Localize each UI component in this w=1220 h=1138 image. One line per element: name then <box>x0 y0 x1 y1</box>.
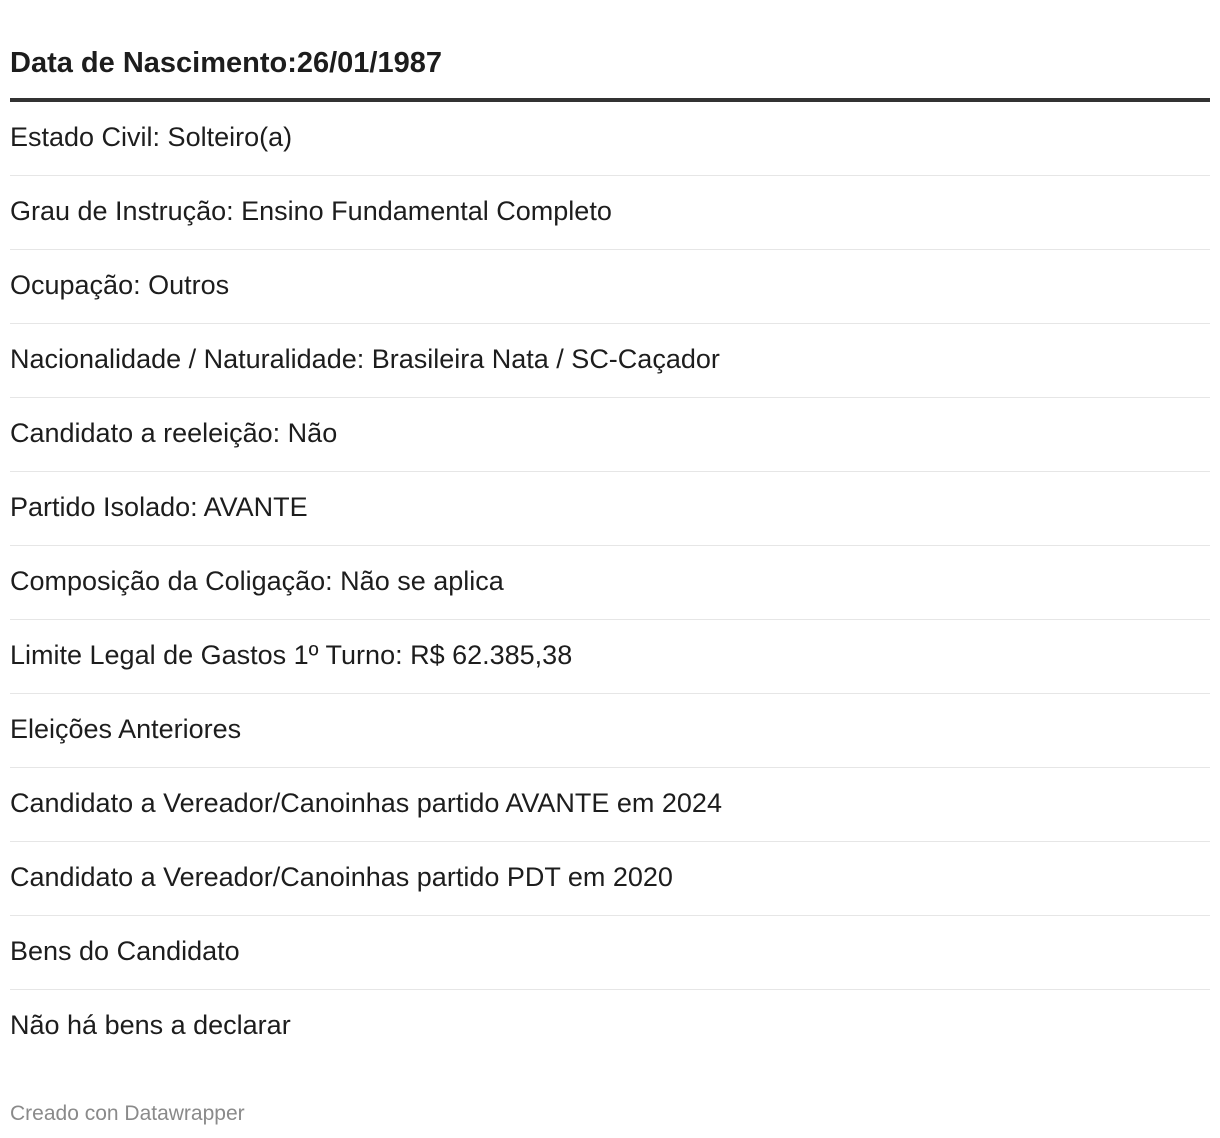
table-cell: Candidato a Vereador/Canoinhas partido PDT em 2020 <box>10 862 673 892</box>
table-row <box>10 620 1210 694</box>
table-body <box>10 102 1210 1063</box>
table-row <box>10 546 1210 620</box>
table-cell: Partido Isolado: AVANTE <box>10 492 308 522</box>
table-header <box>10 0 1210 102</box>
table-row <box>10 324 1210 398</box>
table-row <box>10 990 1210 1063</box>
data-table <box>10 0 1210 1063</box>
table-row <box>10 842 1210 916</box>
datawrapper-credit[interactable]: Creado con Datawrapper <box>10 1102 245 1125</box>
table-cell: Ocupação: Outros <box>10 270 230 300</box>
table-cell: Grau de Instrução: Ensino Fundamental Completo <box>10 196 612 226</box>
table-row <box>10 176 1210 250</box>
table-row <box>10 768 1210 842</box>
table-cell: Candidato a reeleição: Não <box>10 418 338 448</box>
table-cell: Composição da Coligação: Não se aplica <box>10 566 504 596</box>
table-row <box>10 250 1210 324</box>
table-cell: Candidato a Vereador/Canoinhas partido AVANTE em 2024 <box>10 788 722 818</box>
table-cell: Não há bens a declarar <box>10 1010 291 1040</box>
table-row <box>10 472 1210 546</box>
table-cell: Estado Civil: Solteiro(a) <box>10 122 293 152</box>
table-cell: Limite Legal de Gastos 1º Turno: R$ 62.385,38 <box>10 640 573 670</box>
table-cell: Bens do Candidato <box>10 936 240 966</box>
table-row <box>10 102 1210 176</box>
table-row <box>10 916 1210 990</box>
table-cell: Eleições Anteriores <box>10 714 242 744</box>
table-header-label: Data de Nascimento:26/01/1987 <box>10 47 442 79</box>
table-cell: Nacionalidade / Naturalidade: Brasileira Nata / SC-Caçador <box>10 344 720 374</box>
table-row <box>10 398 1210 472</box>
table-row <box>10 694 1210 768</box>
